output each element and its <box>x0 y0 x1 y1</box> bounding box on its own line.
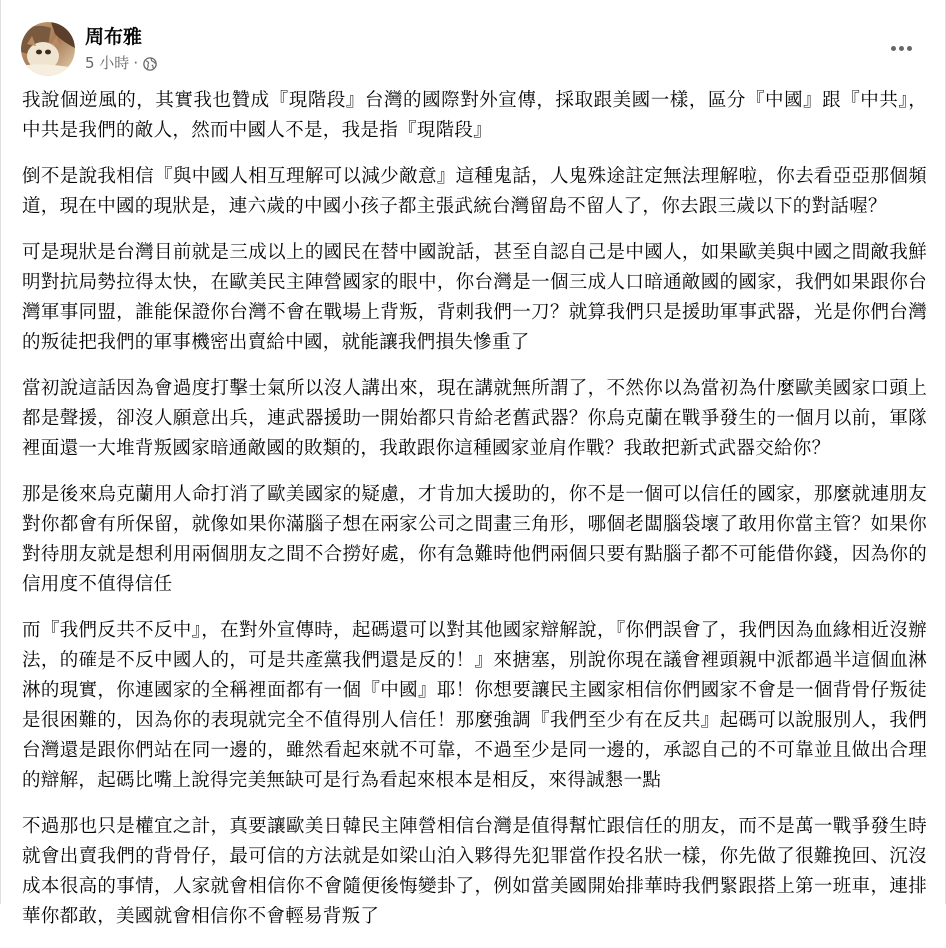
post-paragraph: 而『我們反共不反中』，在對外宣傳時，起碼還可以對其他國家辯解說，『你們誤會了，我們因為血緣相近沒辦法，的確是不反中國人的，可是共產黨我們還是反的！』來搪塞，別說你現在議會裡頭親中派都過半這個血淋淋的現實，你連國家的全稱裡面都有一個『中國』耶！你想要讓民主國家相信你們國家不會是一個背骨仔叛徒是很困難的，因為你的表現就完全不值得別人信任！那麼強調『我們至少有在反共』起碼可以說服別人，我們台灣還是跟你們站在同一邊的，雖然看起來就不可靠，不過至少是同一邊的，承認自己的不可靠並且做出合理的辯解，起碼比嘴上說得完美無缺可是行為看起來根本是相反，來得誠懇一點 <box>22 620 927 791</box>
globe-icon[interactable] <box>143 56 157 70</box>
more-dot <box>899 46 904 51</box>
post-paragraph: 當初說這話因為會過度打擊士氣所以沒人講出來，現在講就無所謂了，不然你以為當初為什麼歐美國家口頭上都是聲援，卻沒人願意出兵，連武器援助一開始都只肯給老舊武器？你烏克蘭在戰爭發生的一個月以前，軍隊裡面還一大堆背叛國家暗通敵國的敗類的，我敢跟你這種國家並肩作戰？我敢把新式武器交給你？ <box>22 378 927 459</box>
post-text <box>22 86 927 948</box>
author-name[interactable]: 周布雅 <box>85 26 143 48</box>
more-dot <box>891 46 896 51</box>
post-header <box>21 22 157 76</box>
post-subline <box>85 53 157 73</box>
avatar-image <box>21 22 75 76</box>
post-paragraph: 我說個逆風的，其實我也贊成『現階段』台灣的國際對外宣傳，採取跟美國一樣，區分『中國』跟『中共』，中共是我們的敵人，然而中國人不是，我是指『現階段』 <box>22 90 927 141</box>
post-paragraph: 倒不是說我相信『與中國人相互理解可以減少敵意』這種鬼話，人鬼殊途註定無法理解啦，你去看亞亞那個頻道，現在中國的現狀是，連六歲的中國小孩子都主張武統台灣留島不留人了，你去跟三歲以下的對話喔？ <box>22 166 927 217</box>
separator-dot: · <box>133 54 139 72</box>
avatar[interactable] <box>21 22 75 76</box>
post-time[interactable]: 5 小時 <box>85 54 130 72</box>
more-dot <box>907 46 912 51</box>
post-paragraph: 不過那也只是權宜之計，真要讓歐美日韓民主陣營相信台灣是值得幫忙跟信任的朋友，而不是萬一戰爭發生時就會出賣我們的背骨仔，最可信的方法就是如梁山泊入夥得先犯罪當作投名狀一樣，你先做了很難挽回、沉沒成本很高的事情，人家就會相信你不會隨便後悔變卦了，例如當美國開始排華時我們緊跟搭上第一班車，連排華你都敢，美國就會相信你不會輕易背叛了 <box>22 816 927 927</box>
post-meta <box>85 22 157 73</box>
post-paragraph: 那是後來烏克蘭用人命打消了歐美國家的疑慮，才肯加大援助的，你不是一個可以信任的國家，那麼就連朋友對你都會有所保留，就像如果你滿腦子想在兩家公司之間畫三角形，哪個老闆腦袋壞了敢用你當主管？如果你對待朋友就是想利用兩個朋友之間不合撈好處，你有急難時他們兩個只要有點腦子都不可能借你錢，因為你的信用度不值得信任 <box>22 484 927 595</box>
post-paragraph: 可是現狀是台灣目前就是三成以上的國民在替中國說話，甚至自認自己是中國人，如果歐美與中國之間敵我鮮明對抗局勢拉得太快，在歐美民主陣營國家的眼中，你台灣是一個三成人口暗通敵國的國家，我們如果跟你台灣軍事同盟，誰能保證你台灣不會在戰場上背叛，背刺我們一刀？就算我們只是援助軍事武器，光是你們台灣的叛徒把我們的軍事機密出賣給中國，就能讓我們損失慘重了 <box>22 242 927 353</box>
more-options-icon[interactable] <box>883 36 919 60</box>
